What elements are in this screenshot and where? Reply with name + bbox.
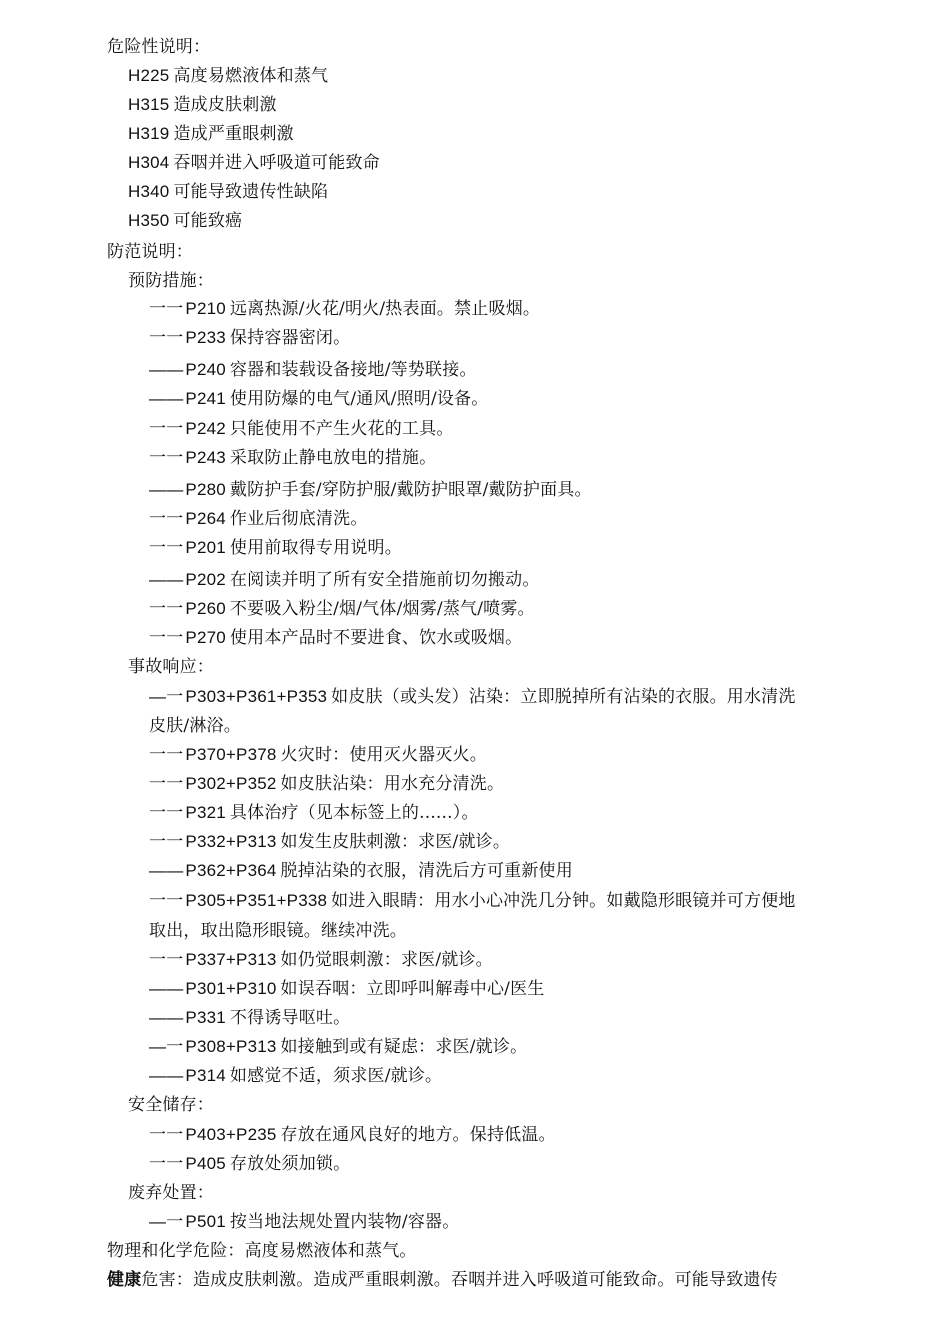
health-hazard-line [107,1269,778,1291]
dash-prefix: —— [149,570,184,589]
precaution-code: P280 [185,480,226,499]
precaution-code: P308+P313 [185,1037,277,1056]
dash-prefix: 一一 [149,1154,184,1173]
precaution-text: 如进入眼睛：用水小心冲洗几分钟。如戴隐形眼镜并可方便地 [331,891,796,911]
dash-prefix: 一一 [149,774,184,793]
precaution-text: 采取防止静电放电的措施。 [229,448,437,468]
dash-prefix: 一一 [149,538,184,557]
statement-text: 吞咽并进入呼吸道可能致命 [173,153,380,173]
precaution-code: P314 [185,1066,226,1085]
precaution-item [149,537,402,559]
dash-prefix: 一一 [149,950,184,969]
precaution-code: P321 [185,803,226,822]
dash-prefix: 一一 [149,299,184,318]
precaution-item [149,359,477,381]
precaution-text: 存放在通风良好的地方。保持低温。 [280,1125,556,1145]
dash-prefix: —— [149,360,184,379]
precaution-item [149,831,510,853]
dash-prefix: 一一 [149,745,184,764]
precaution-code: P241 [185,389,226,408]
hazard-statement [128,123,294,145]
dash-prefix: —— [149,389,184,408]
disposal-heading: 废弃处置： [128,1183,214,1203]
dash-prefix: —一 [149,1212,184,1231]
precaution-item [149,627,522,649]
precaution-item [149,1124,556,1146]
prevention-heading: 预防措施： [128,271,214,291]
storage-heading: 安全储存： [128,1095,214,1115]
precaution-text: 保持容器密闭。 [229,328,351,348]
hazard-statement [128,94,277,116]
precaution-item [149,447,436,469]
precaution-item [149,949,493,971]
precaution-text: 戴防护手套/穿防护服/戴防护眼罩/戴防护面具。 [229,480,592,500]
statement-code: H350 [128,211,170,230]
hazard-statement [128,152,380,174]
precaution-continuation: 取出，取出隐形眼镜。继续冲洗。 [149,921,407,941]
precaution-code: P242 [185,419,226,438]
hazard-statement [128,210,242,232]
precaution-code: P260 [185,599,226,618]
precaution-code: P240 [185,360,226,379]
statement-text: 可能导致遗传性缺陷 [173,182,329,202]
precaution-item [149,1211,459,1233]
precaution-text: 存放处须加锁。 [229,1154,351,1174]
precaution-heading: 防范说明： [107,242,193,262]
precaution-text: 脱掉沾染的衣服，清洗后方可重新使用 [280,861,573,881]
precaution-text: 如皮肤（或头发）沾染：立即脱掉所有沾染的衣服。用水清洗 [331,687,796,707]
precaution-code: P201 [185,538,226,557]
statement-text: 造成严重眼刺激 [173,124,294,144]
hazard-statement [128,181,328,203]
precaution-code: P370+P378 [185,745,277,764]
precaution-item [149,890,796,912]
statement-code: H304 [128,153,170,172]
precaution-item [149,1036,527,1058]
statement-code: H315 [128,95,170,114]
precaution-text: 按当地法规处置内装物/容器。 [229,1212,460,1232]
precaution-text: 远离热源/火花/明火/热表面。禁止吸烟。 [229,299,541,319]
dash-prefix: —— [149,1066,184,1085]
statement-code: H225 [128,66,170,85]
precaution-text: 如仍觉眼刺激：求医/就诊。 [280,950,493,970]
precaution-item [149,418,454,440]
precaution-text: 只能使用不产生火花的工具。 [229,419,454,439]
precaution-text: 使用本产品时不要进食、饮水或吸烟。 [229,628,523,648]
precaution-text: 不要吸入粉尘/烟/气体/烟雾/蒸气/喷雾。 [229,599,535,619]
precaution-code: P243 [185,448,226,467]
precaution-code: P403+P235 [185,1125,277,1144]
dash-prefix: 一一 [149,328,184,347]
precaution-code: P332+P313 [185,832,277,851]
dash-prefix: 一一 [149,509,184,528]
precaution-continuation: 皮肤/淋浴。 [149,716,241,736]
precaution-code: P405 [185,1154,226,1173]
precaution-item [149,1007,350,1029]
dash-prefix: 一一 [149,832,184,851]
health-hazard-bold: 健康 [107,1270,142,1290]
statement-code: H340 [128,182,170,201]
precaution-text: 使用防爆的电气/通风/照明/设备。 [229,389,489,409]
hazard-heading: 危险性说明： [107,37,211,57]
hazard-statement [128,65,328,87]
dash-prefix: 一一 [149,628,184,647]
health-hazard-text: 危害：造成皮肤刺激。造成严重眼刺激。吞咽并进入呼吸道可能致命。可能导致遗传 [141,1270,778,1290]
precaution-code: P362+P364 [185,861,277,880]
precaution-item [149,686,796,708]
precaution-code: P501 [185,1212,226,1231]
dash-prefix: 一一 [149,1125,184,1144]
precaution-item [149,773,504,795]
dash-prefix: 一一 [149,803,184,822]
precaution-item [149,508,368,530]
response-heading: 事故响应： [128,657,214,677]
physical-hazard-line: 物理和化学危险：高度易燃液体和蒸气。 [107,1241,417,1261]
precaution-text: 在阅读并明了所有安全措施前切勿搬动。 [229,570,540,590]
dash-prefix: 一一 [149,448,184,467]
precaution-item [149,479,592,501]
dash-prefix: 一一 [149,419,184,438]
dash-prefix: 一一 [149,891,184,910]
precaution-item [149,327,350,349]
dash-prefix: —一 [149,1037,184,1056]
statement-text: 造成皮肤刺激 [173,95,277,115]
precaution-text: 火灾时：使用灭火器灭火。 [280,745,487,765]
precaution-code: P202 [185,570,226,589]
precaution-item [149,860,573,882]
precaution-text: 不得诱导呕吐。 [229,1008,351,1028]
precaution-item [149,1153,350,1175]
dash-prefix: —— [149,480,184,499]
precaution-item [149,388,489,410]
precaution-text: 如皮肤沾染：用水充分清洗。 [280,774,505,794]
precaution-code: P270 [185,628,226,647]
dash-prefix: —— [149,1008,184,1027]
precaution-code: P301+P310 [185,979,277,998]
dash-prefix: 一一 [149,599,184,618]
dash-prefix: —— [149,979,184,998]
precaution-item [149,802,479,824]
precaution-text: 如误吞咽：立即呼叫解毒中心/医生 [280,979,545,999]
precaution-code: P264 [185,509,226,528]
statement-text: 高度易燃液体和蒸气 [173,66,329,86]
precaution-code: P233 [185,328,226,347]
precaution-item [149,598,535,620]
precaution-text: 如发生皮肤刺激：求医/就诊。 [280,832,511,852]
dash-prefix: —一 [149,687,184,706]
precaution-code: P302+P352 [185,774,277,793]
precaution-text: 如接触到或有疑虑：求医/就诊。 [280,1037,528,1057]
precaution-item [149,569,540,591]
precaution-text: 使用前取得专用说明。 [229,538,402,558]
precaution-text: 作业后彻底清洗。 [229,509,368,529]
precaution-code: P303+P361+P353 [185,687,328,706]
precaution-item [149,298,540,320]
precaution-code: P210 [185,299,226,318]
precaution-item [149,978,544,1000]
precaution-text: 如感觉不适，须求医/就诊。 [229,1066,443,1086]
precaution-code: P337+P313 [185,950,277,969]
precaution-text: 具体治疗（见本标签上的......）。 [229,803,479,823]
dash-prefix: —— [149,861,184,880]
precaution-item [149,1065,442,1087]
precaution-text: 容器和装载设备接地/等势联接。 [229,360,477,380]
precaution-code: P331 [185,1008,226,1027]
precaution-item [149,744,487,766]
statement-text: 可能致癌 [173,211,243,231]
precaution-code: P305+P351+P338 [185,891,328,910]
statement-code: H319 [128,124,170,143]
